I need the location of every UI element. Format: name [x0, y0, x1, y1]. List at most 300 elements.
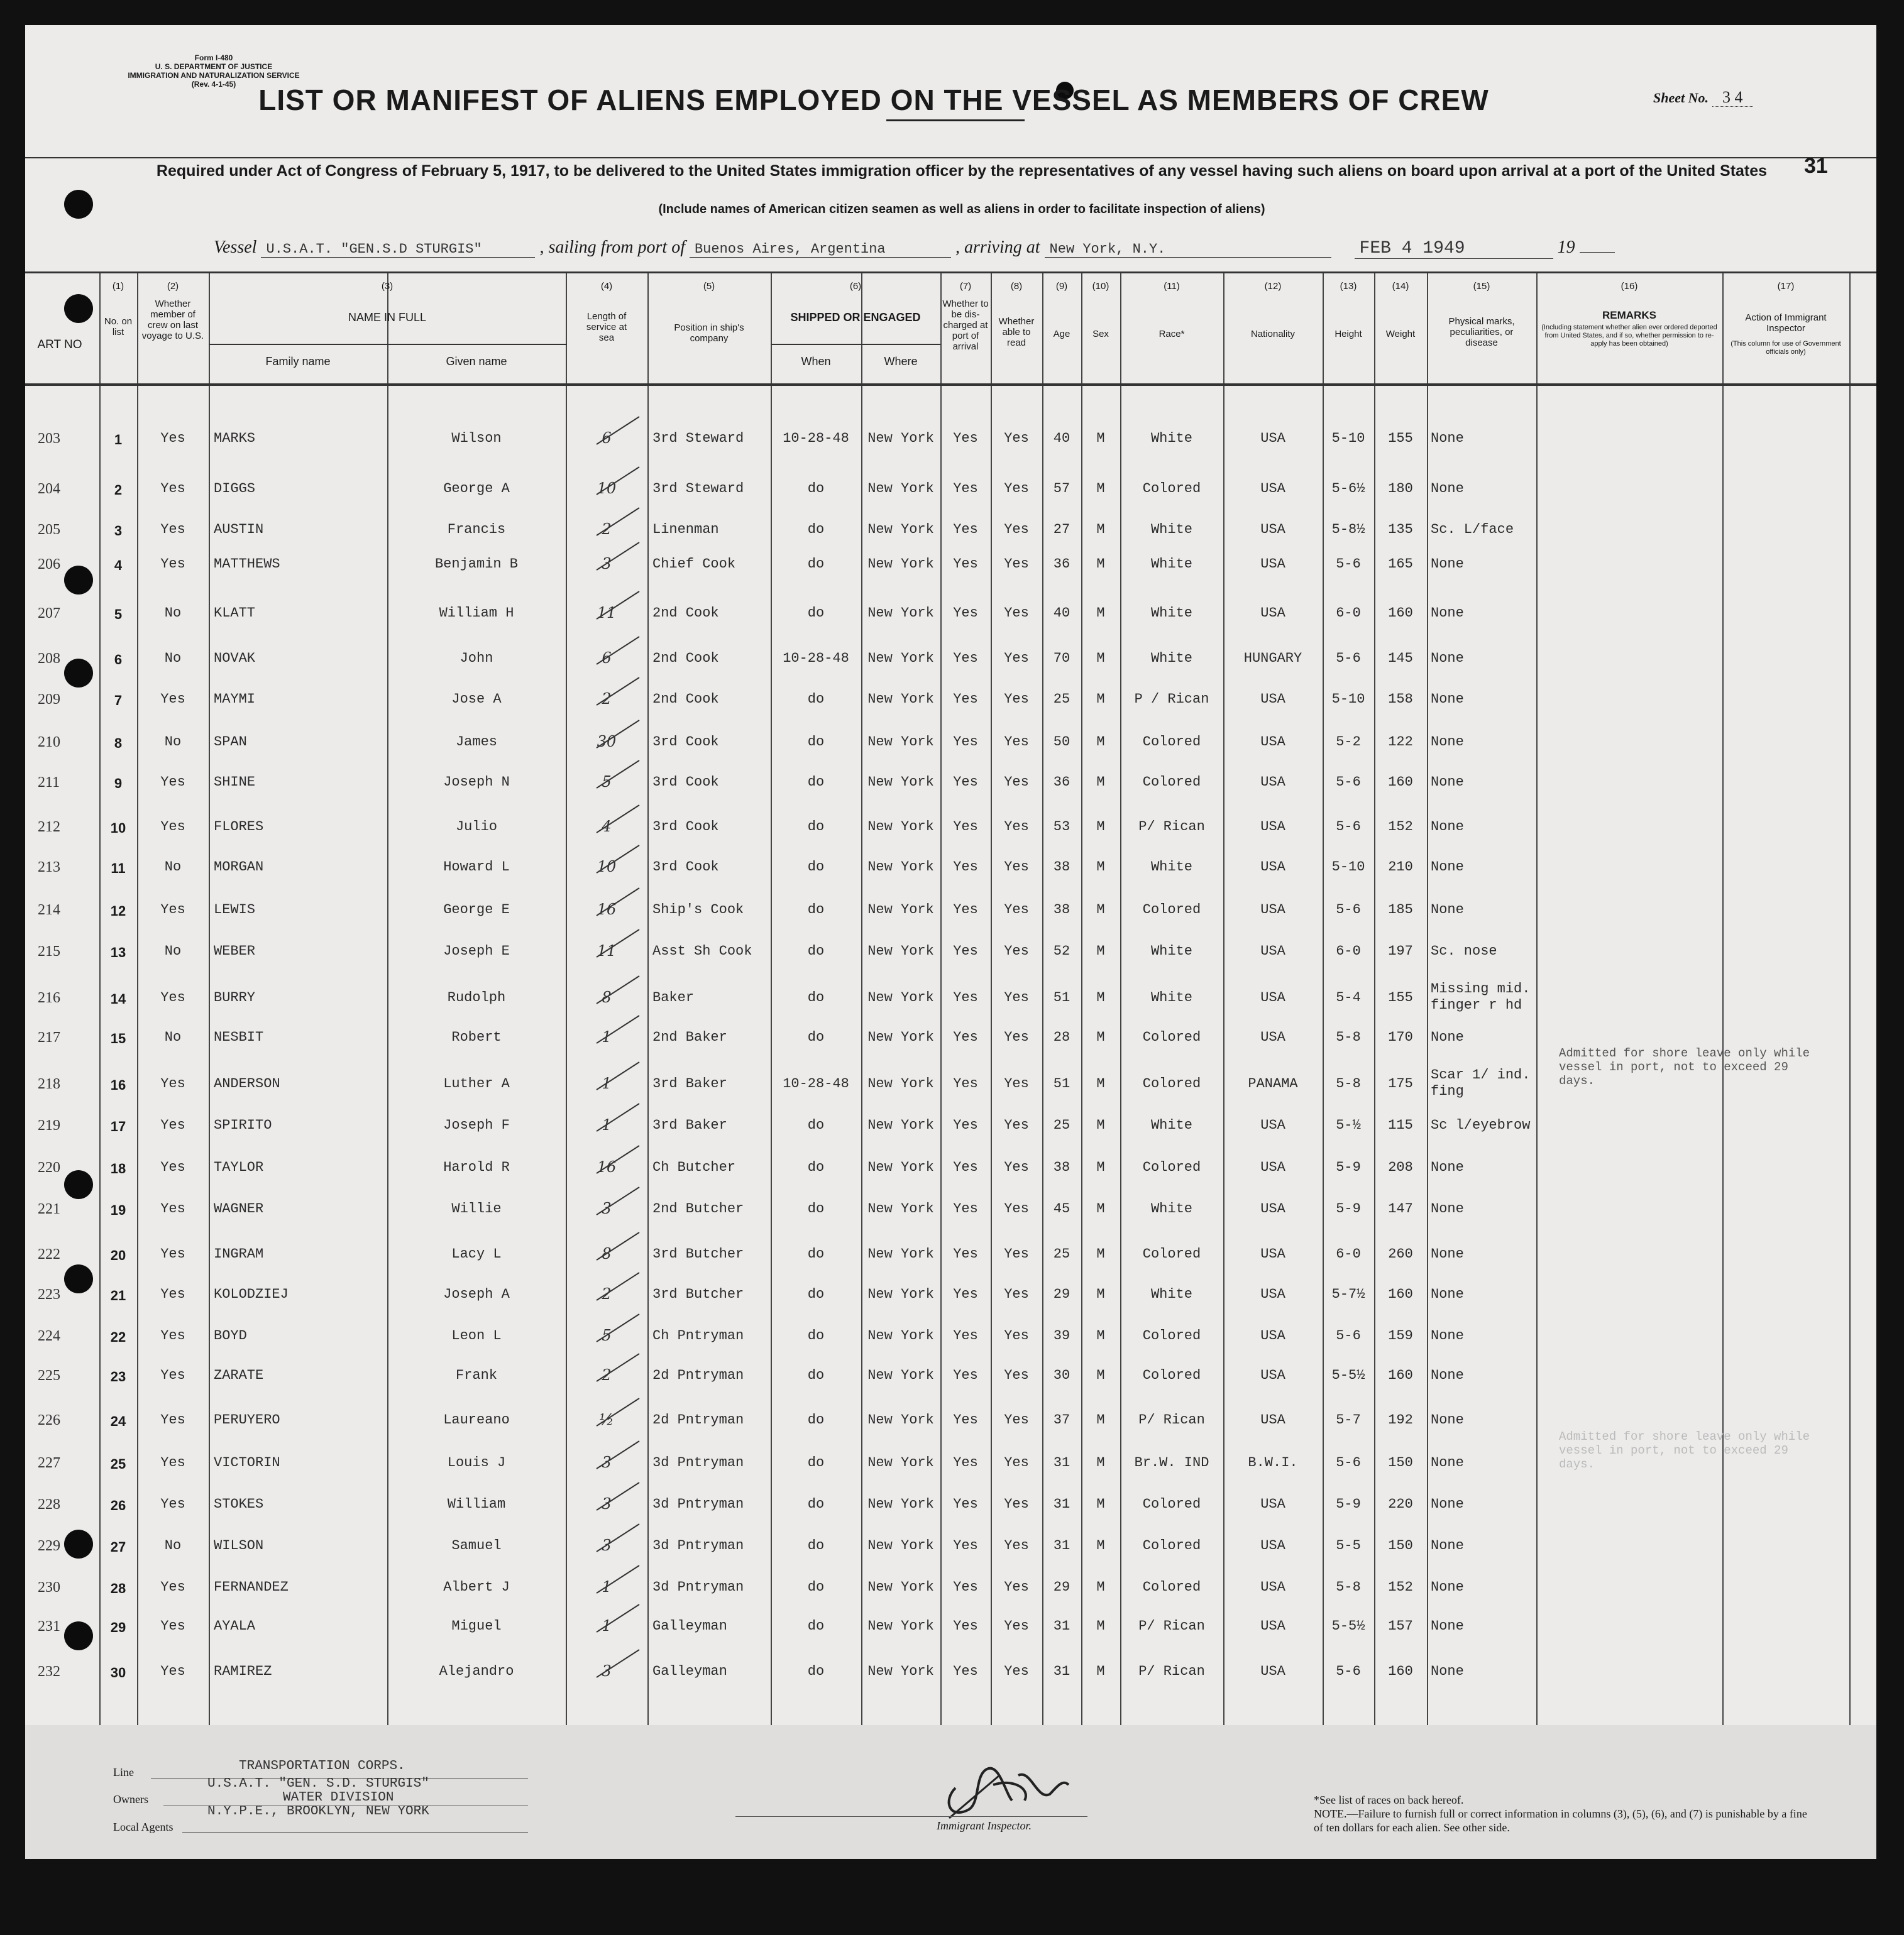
- shipped-where-cell: New York: [867, 1201, 934, 1217]
- family-name-cell: ZARATE: [214, 1368, 264, 1383]
- age-cell: 31: [1053, 1455, 1070, 1471]
- physical-marks-cell: None: [1431, 774, 1464, 790]
- length-of-service-cell: 11: [597, 942, 617, 960]
- height-cell: 5-8: [1336, 1579, 1361, 1595]
- prev-voyage-cell: No: [164, 734, 182, 750]
- race-cell: P/ Rican: [1138, 819, 1205, 835]
- able-to-read-cell: Yes: [1004, 650, 1029, 666]
- nationality-cell: USA: [1260, 1538, 1285, 1554]
- given-name-cell: Luther A: [443, 1076, 510, 1092]
- list-number-cell: 8: [114, 735, 123, 751]
- height-cell: 6-0: [1336, 605, 1361, 621]
- list-number-cell: 15: [110, 1031, 126, 1046]
- check-mark-icon: [594, 674, 644, 711]
- shipped-when-cell: do: [807, 1538, 825, 1554]
- family-name-cell: WAGNER: [214, 1201, 264, 1217]
- shipped-where-cell: New York: [867, 943, 934, 959]
- weight-cell: 115: [1388, 1117, 1413, 1133]
- length-of-service-cell: 3: [602, 1454, 612, 1471]
- art-no-cell: 227: [38, 1455, 60, 1471]
- height-cell: 5-6: [1336, 556, 1361, 572]
- list-number-cell: 3: [114, 523, 123, 539]
- family-name-cell: RAMIREZ: [214, 1664, 272, 1679]
- art-no-cell: 212: [38, 819, 60, 835]
- discharged-cell: Yes: [953, 1455, 978, 1471]
- weight-cell: 170: [1388, 1029, 1413, 1045]
- shipped-when-cell: do: [807, 1579, 825, 1595]
- art-no-cell: 211: [38, 774, 60, 791]
- age-cell: 38: [1053, 859, 1070, 875]
- prev-voyage-cell: No: [164, 650, 182, 666]
- header-c16: REMARKS: [1602, 309, 1656, 321]
- length-of-service-cell: 4: [602, 818, 612, 835]
- race-cell: P/ Rican: [1138, 1664, 1205, 1679]
- race-cell: White: [1150, 859, 1192, 875]
- list-number-cell: 23: [110, 1369, 126, 1384]
- race-cell: White: [1150, 990, 1192, 1006]
- shipped-when-cell: do: [807, 859, 825, 875]
- sex-cell: M: [1096, 481, 1105, 496]
- weight-cell: 155: [1388, 430, 1413, 446]
- header-c13: Height: [1334, 329, 1362, 339]
- discharged-cell: Yes: [953, 430, 978, 446]
- nationality-cell: USA: [1260, 859, 1285, 875]
- discharged-cell: Yes: [953, 605, 978, 621]
- header-c9-num: (9): [1055, 281, 1068, 292]
- header-c17-num: (17): [1777, 281, 1795, 292]
- sheet-value: 3 4: [1712, 88, 1753, 107]
- length-of-service-cell: 5: [602, 1327, 612, 1344]
- height-cell: 5-6: [1336, 1664, 1361, 1679]
- year-label: 19: [1557, 238, 1575, 257]
- header-art-no: ART NO: [37, 338, 82, 351]
- weight-cell: 122: [1388, 734, 1413, 750]
- position-cell: Galleyman: [652, 1618, 727, 1634]
- header-c14: Weight: [1385, 329, 1416, 339]
- list-number-cell: 26: [110, 1498, 126, 1513]
- nationality-cell: B.W.I.: [1248, 1455, 1298, 1471]
- discharged-cell: Yes: [953, 1496, 978, 1512]
- line-value: TRANSPORTATION CORPS.: [239, 1759, 405, 1773]
- check-mark-icon: [594, 504, 644, 542]
- family-name-cell: MATTHEWS: [214, 556, 280, 572]
- shipped-when-cell: do: [807, 902, 825, 918]
- sex-cell: M: [1096, 819, 1105, 835]
- port-to: New York, N.Y.: [1045, 241, 1331, 258]
- crew-table: [25, 273, 1876, 1725]
- sex-cell: M: [1096, 556, 1105, 572]
- given-name-cell: James: [455, 734, 497, 750]
- header-c12: Nationality: [1250, 329, 1296, 339]
- length-of-service-cell: 3: [602, 1662, 612, 1680]
- family-name-cell: VICTORIN: [214, 1455, 280, 1471]
- prev-voyage-cell: Yes: [160, 1496, 185, 1512]
- art-no-cell: 223: [38, 1286, 60, 1303]
- header-c4: Length of service at sea: [586, 311, 627, 343]
- header-c2-num: (2): [167, 281, 179, 292]
- weight-cell: 152: [1388, 1579, 1413, 1595]
- given-name-cell: Alejandro: [439, 1664, 514, 1679]
- header-c6-where: Where: [884, 355, 918, 368]
- list-number-cell: 30: [110, 1665, 126, 1680]
- art-no-cell: 209: [38, 691, 60, 708]
- age-cell: 38: [1053, 902, 1070, 918]
- discharged-cell: Yes: [953, 556, 978, 572]
- header-c1-num: (1): [112, 281, 124, 292]
- nationality-cell: USA: [1260, 1201, 1285, 1217]
- race-cell: White: [1150, 1286, 1192, 1302]
- list-number-cell: 25: [110, 1456, 126, 1472]
- header-bottom-rule: [25, 383, 1876, 386]
- able-to-read-cell: Yes: [1004, 1246, 1029, 1262]
- nationality-cell: HUNGARY: [1243, 650, 1302, 666]
- prev-voyage-cell: No: [164, 943, 182, 959]
- header-c9: Age: [1053, 329, 1070, 339]
- age-cell: 45: [1053, 1201, 1070, 1217]
- height-cell: 5-8: [1336, 1029, 1361, 1045]
- art-no-cell: 204: [38, 481, 60, 497]
- length-of-service-cell: 30: [597, 733, 617, 750]
- able-to-read-cell: Yes: [1004, 1455, 1029, 1471]
- check-mark-icon: [594, 1310, 644, 1348]
- length-of-service-cell: 3: [602, 1537, 612, 1554]
- family-name-cell: AUSTIN: [214, 522, 264, 537]
- age-cell: 52: [1053, 943, 1070, 959]
- nationality-cell: USA: [1260, 734, 1285, 750]
- header-c15-num: (15): [1473, 281, 1490, 292]
- nationality-cell: USA: [1260, 902, 1285, 918]
- shipped-when-cell: 10-28-48: [783, 1076, 849, 1092]
- prev-voyage-cell: Yes: [160, 1117, 185, 1133]
- agents-label: Local Agents: [113, 1821, 173, 1833]
- position-cell: 3rd Butcher: [652, 1246, 744, 1262]
- age-cell: 25: [1053, 1246, 1070, 1262]
- prev-voyage-cell: Yes: [160, 1368, 185, 1383]
- art-no-cell: 210: [38, 734, 60, 750]
- list-number-cell: 1: [114, 432, 123, 447]
- check-mark-icon: [594, 757, 644, 794]
- check-mark-icon: [594, 1562, 644, 1599]
- shipped-when-cell: 10-28-48: [783, 650, 849, 666]
- owners-label: Owners: [113, 1793, 148, 1806]
- position-cell: 2d Pntryman: [652, 1412, 744, 1428]
- shipped-when-cell: do: [807, 819, 825, 835]
- shipped-when-cell: do: [807, 1328, 825, 1344]
- able-to-read-cell: Yes: [1004, 522, 1029, 537]
- height-cell: 5-7½: [1331, 1286, 1365, 1302]
- weight-cell: 160: [1388, 774, 1413, 790]
- check-mark-icon: [594, 1229, 644, 1266]
- shipped-where-cell: New York: [867, 1664, 934, 1679]
- prev-voyage-cell: No: [164, 1538, 182, 1554]
- header-subrule: [771, 344, 940, 345]
- col-rule: [1536, 273, 1538, 1725]
- height-cell: 5-5½: [1331, 1618, 1365, 1634]
- length-of-service-cell: 11: [597, 604, 617, 622]
- age-cell: 36: [1053, 774, 1070, 790]
- height-cell: 6-0: [1336, 943, 1361, 959]
- able-to-read-cell: Yes: [1004, 1538, 1029, 1554]
- shipped-where-cell: New York: [867, 1159, 934, 1175]
- nationality-cell: USA: [1260, 1368, 1285, 1383]
- nationality-cell: USA: [1260, 522, 1285, 537]
- sex-cell: M: [1096, 1117, 1105, 1133]
- sex-cell: M: [1096, 1412, 1105, 1428]
- length-of-service-cell: 3: [602, 1200, 612, 1217]
- family-name-cell: MARKS: [214, 430, 256, 446]
- length-of-service-cell: 6: [602, 649, 612, 667]
- able-to-read-cell: Yes: [1004, 1496, 1029, 1512]
- family-name-cell: SHINE: [214, 774, 256, 790]
- header-c5-num: (5): [703, 281, 715, 292]
- prev-voyage-cell: Yes: [160, 522, 185, 537]
- check-mark-icon: [594, 1479, 644, 1516]
- art-no-cell: 230: [38, 1579, 60, 1596]
- list-number-cell: 7: [114, 693, 123, 708]
- given-name-cell: George A: [443, 481, 510, 496]
- position-cell: Ship's Cook: [652, 902, 744, 918]
- height-cell: 5-2: [1336, 734, 1361, 750]
- list-number-cell: 10: [110, 820, 126, 836]
- position-cell: 3rd Baker: [652, 1076, 727, 1092]
- family-name-cell: TAYLOR: [214, 1159, 264, 1175]
- prev-voyage-cell: Yes: [160, 819, 185, 835]
- age-cell: 31: [1053, 1618, 1070, 1634]
- shipped-where-cell: New York: [867, 650, 934, 666]
- height-cell: 5-10: [1331, 691, 1365, 707]
- age-cell: 30: [1053, 1368, 1070, 1383]
- form-dept: U. S. DEPARTMENT OF JUSTICE: [155, 62, 273, 71]
- sex-cell: M: [1096, 902, 1105, 918]
- header-c1: No. on list: [104, 316, 133, 337]
- shipped-where-cell: New York: [867, 1579, 934, 1595]
- physical-marks-cell: None: [1431, 1159, 1464, 1175]
- position-cell: 3rd Butcher: [652, 1286, 744, 1302]
- check-mark-icon: [594, 1601, 644, 1638]
- position-cell: Linenman: [652, 522, 719, 537]
- nationality-cell: USA: [1260, 990, 1285, 1006]
- weight-cell: 197: [1388, 943, 1413, 959]
- given-name-cell: Joseph E: [443, 943, 510, 959]
- art-no-cell: 203: [38, 430, 60, 447]
- prev-voyage-cell: Yes: [160, 1455, 185, 1471]
- family-name-cell: ANDERSON: [214, 1076, 280, 1092]
- check-mark-icon: [594, 716, 644, 754]
- length-of-service-cell: 10: [597, 858, 617, 875]
- able-to-read-cell: Yes: [1004, 1117, 1029, 1133]
- shipped-where-cell: New York: [867, 605, 934, 621]
- prev-voyage-cell: Yes: [160, 1618, 185, 1634]
- shipped-when-cell: do: [807, 1029, 825, 1045]
- check-mark-icon: [594, 801, 644, 839]
- race-cell: Colored: [1142, 774, 1201, 790]
- family-name-cell: KLATT: [214, 605, 256, 621]
- art-no-cell: 231: [38, 1618, 60, 1635]
- manifest-sheet: [25, 25, 1876, 1859]
- check-mark-icon: [594, 1350, 644, 1388]
- height-cell: 5-10: [1331, 430, 1365, 446]
- able-to-read-cell: Yes: [1004, 430, 1029, 446]
- height-cell: 5-6: [1336, 902, 1361, 918]
- header-c7-num: (7): [959, 281, 972, 292]
- length-of-service-cell: 2: [602, 1366, 612, 1384]
- art-no-cell: 229: [38, 1538, 60, 1554]
- header-c17: Action of Immigrant Inspector: [1745, 312, 1827, 334]
- race-cell: Colored: [1142, 1538, 1201, 1554]
- shipped-where-cell: New York: [867, 430, 934, 446]
- length-of-service-cell: 1: [602, 1116, 612, 1134]
- prev-voyage-cell: Yes: [160, 1286, 185, 1302]
- race-cell: White: [1150, 1117, 1192, 1133]
- nationality-cell: USA: [1260, 605, 1285, 621]
- check-mark-icon: [594, 588, 644, 625]
- check-mark-icon: [594, 413, 644, 451]
- position-cell: Chief Cook: [652, 556, 736, 572]
- sex-cell: M: [1096, 650, 1105, 666]
- given-name-cell: Albert J: [443, 1579, 510, 1595]
- given-name-cell: Benjamin B: [434, 556, 519, 572]
- year-blank: [1580, 252, 1615, 253]
- header-c7: Whether to be dis-charged at port of arrival: [942, 299, 989, 352]
- art-no-cell: 208: [38, 650, 60, 667]
- given-name-cell: Harold R: [443, 1159, 510, 1175]
- height-cell: 5-4: [1336, 990, 1361, 1006]
- position-cell: Baker: [652, 990, 695, 1006]
- check-mark-icon: [594, 539, 644, 576]
- position-cell: 2nd Cook: [652, 605, 719, 621]
- able-to-read-cell: Yes: [1004, 774, 1029, 790]
- prev-voyage-cell: Yes: [160, 430, 185, 446]
- header-c16-num: (16): [1621, 281, 1638, 292]
- owners-value-1: U.S.A.T. "GEN. S.D. STURGIS": [207, 1777, 429, 1791]
- physical-marks-cell: None: [1431, 1664, 1464, 1679]
- header-c3-family: Family name: [265, 355, 331, 368]
- age-cell: 40: [1053, 605, 1070, 621]
- weight-cell: 160: [1388, 1664, 1413, 1679]
- given-name-cell: Willie: [451, 1201, 502, 1217]
- page-number: 31: [1804, 154, 1828, 178]
- header-c3: NAME IN FULL: [348, 311, 427, 324]
- family-name-cell: BOYD: [214, 1328, 247, 1344]
- list-number-cell: 6: [114, 652, 123, 667]
- given-name-cell: Rudolph: [447, 990, 506, 1006]
- discharged-cell: Yes: [953, 691, 978, 707]
- length-of-service-cell: 1: [602, 1075, 612, 1092]
- art-no-cell: 215: [38, 943, 60, 960]
- height-cell: 5-½: [1336, 1117, 1361, 1133]
- col-rule: [1722, 273, 1724, 1725]
- sex-cell: M: [1096, 1159, 1105, 1175]
- header-c16-sub: (Including statement whether alien ever ordered deported from United States, and if so, whether permission to re-apply has been obtained): [1541, 324, 1717, 348]
- nationality-cell: USA: [1260, 1117, 1285, 1133]
- sex-cell: M: [1096, 1076, 1105, 1092]
- nationality-cell: USA: [1260, 1496, 1285, 1512]
- art-no-cell: 222: [38, 1246, 60, 1263]
- weight-cell: 185: [1388, 902, 1413, 918]
- length-of-service-cell: 16: [597, 901, 617, 918]
- length-of-service-cell: 8: [602, 989, 612, 1006]
- physical-marks-cell: Missing mid. finger r hd: [1431, 981, 1531, 1013]
- col-rule: [647, 273, 649, 1725]
- shipped-when-cell: do: [807, 1159, 825, 1175]
- given-name-cell: Francis: [447, 522, 506, 537]
- discharged-cell: Yes: [953, 1579, 978, 1595]
- physical-marks-cell: None: [1431, 859, 1464, 875]
- family-name-cell: WILSON: [214, 1538, 264, 1554]
- able-to-read-cell: Yes: [1004, 859, 1029, 875]
- physical-marks-cell: None: [1431, 819, 1464, 835]
- able-to-read-cell: Yes: [1004, 481, 1029, 496]
- position-cell: 3rd Cook: [652, 734, 719, 750]
- weight-cell: 145: [1388, 650, 1413, 666]
- list-number-cell: 28: [110, 1581, 126, 1596]
- discharged-cell: Yes: [953, 1664, 978, 1679]
- shipped-when-cell: do: [807, 1117, 825, 1133]
- able-to-read-cell: Yes: [1004, 1076, 1029, 1092]
- position-cell: 3rd Cook: [652, 859, 719, 875]
- fine-note: NOTE.—Failure to furnish full or correct information in columns (3), (5), (6), and (7) is punishable by a fine of ten dollars for each alien. See other side.: [1314, 1807, 1807, 1834]
- shipped-when-cell: do: [807, 1246, 825, 1262]
- header-c5: Position in ship's company: [674, 322, 744, 344]
- sex-cell: M: [1096, 1246, 1105, 1262]
- physical-marks-cell: None: [1431, 1618, 1464, 1634]
- race-cell: Colored: [1142, 1328, 1201, 1344]
- inspector-label: Immigrant Inspector.: [937, 1819, 1032, 1832]
- race-cell: Br.W. IND: [1134, 1455, 1209, 1471]
- nationality-cell: USA: [1260, 556, 1285, 572]
- check-mark-icon: [594, 841, 644, 879]
- discharged-cell: Yes: [953, 1286, 978, 1302]
- check-mark-icon: [594, 633, 644, 671]
- prev-voyage-cell: Yes: [160, 691, 185, 707]
- nationality-cell: USA: [1260, 691, 1285, 707]
- position-cell: 3d Pntryman: [652, 1496, 744, 1512]
- able-to-read-cell: Yes: [1004, 1579, 1029, 1595]
- art-no-cell: 225: [38, 1368, 60, 1384]
- agents-rule: [182, 1832, 528, 1833]
- family-name-cell: FLORES: [214, 819, 264, 835]
- shipped-where-cell: New York: [867, 774, 934, 790]
- shipped-when-cell: do: [807, 734, 825, 750]
- length-of-service-cell: 3: [602, 555, 612, 573]
- age-cell: 70: [1053, 650, 1070, 666]
- list-number-cell: 18: [110, 1161, 126, 1176]
- shipped-when-cell: do: [807, 1368, 825, 1383]
- art-no-cell: 219: [38, 1117, 60, 1134]
- shipped-where-cell: New York: [867, 1117, 934, 1133]
- able-to-read-cell: Yes: [1004, 1286, 1029, 1302]
- physical-marks-cell: None: [1431, 430, 1464, 446]
- discharged-cell: Yes: [953, 650, 978, 666]
- physical-marks-cell: Scar 1/ ind. fing: [1431, 1067, 1531, 1099]
- shipped-where-cell: New York: [867, 1538, 934, 1554]
- height-cell: 5-7: [1336, 1412, 1361, 1428]
- art-no-cell: 217: [38, 1029, 60, 1046]
- inspector-rule: [735, 1816, 1087, 1817]
- race-cell: Colored: [1142, 734, 1201, 750]
- position-cell: 2nd Cook: [652, 650, 719, 666]
- prev-voyage-cell: No: [164, 1029, 182, 1045]
- physical-marks-cell: None: [1431, 734, 1464, 750]
- shipped-where-cell: New York: [867, 1455, 934, 1471]
- check-mark-icon: [594, 1058, 644, 1096]
- able-to-read-cell: Yes: [1004, 1201, 1029, 1217]
- prev-voyage-cell: Yes: [160, 1664, 185, 1679]
- physical-marks-cell: Sc l/eyebrow: [1431, 1117, 1531, 1133]
- check-mark-icon: [594, 1100, 644, 1137]
- height-cell: 5-8½: [1331, 522, 1365, 537]
- able-to-read-cell: Yes: [1004, 1368, 1029, 1383]
